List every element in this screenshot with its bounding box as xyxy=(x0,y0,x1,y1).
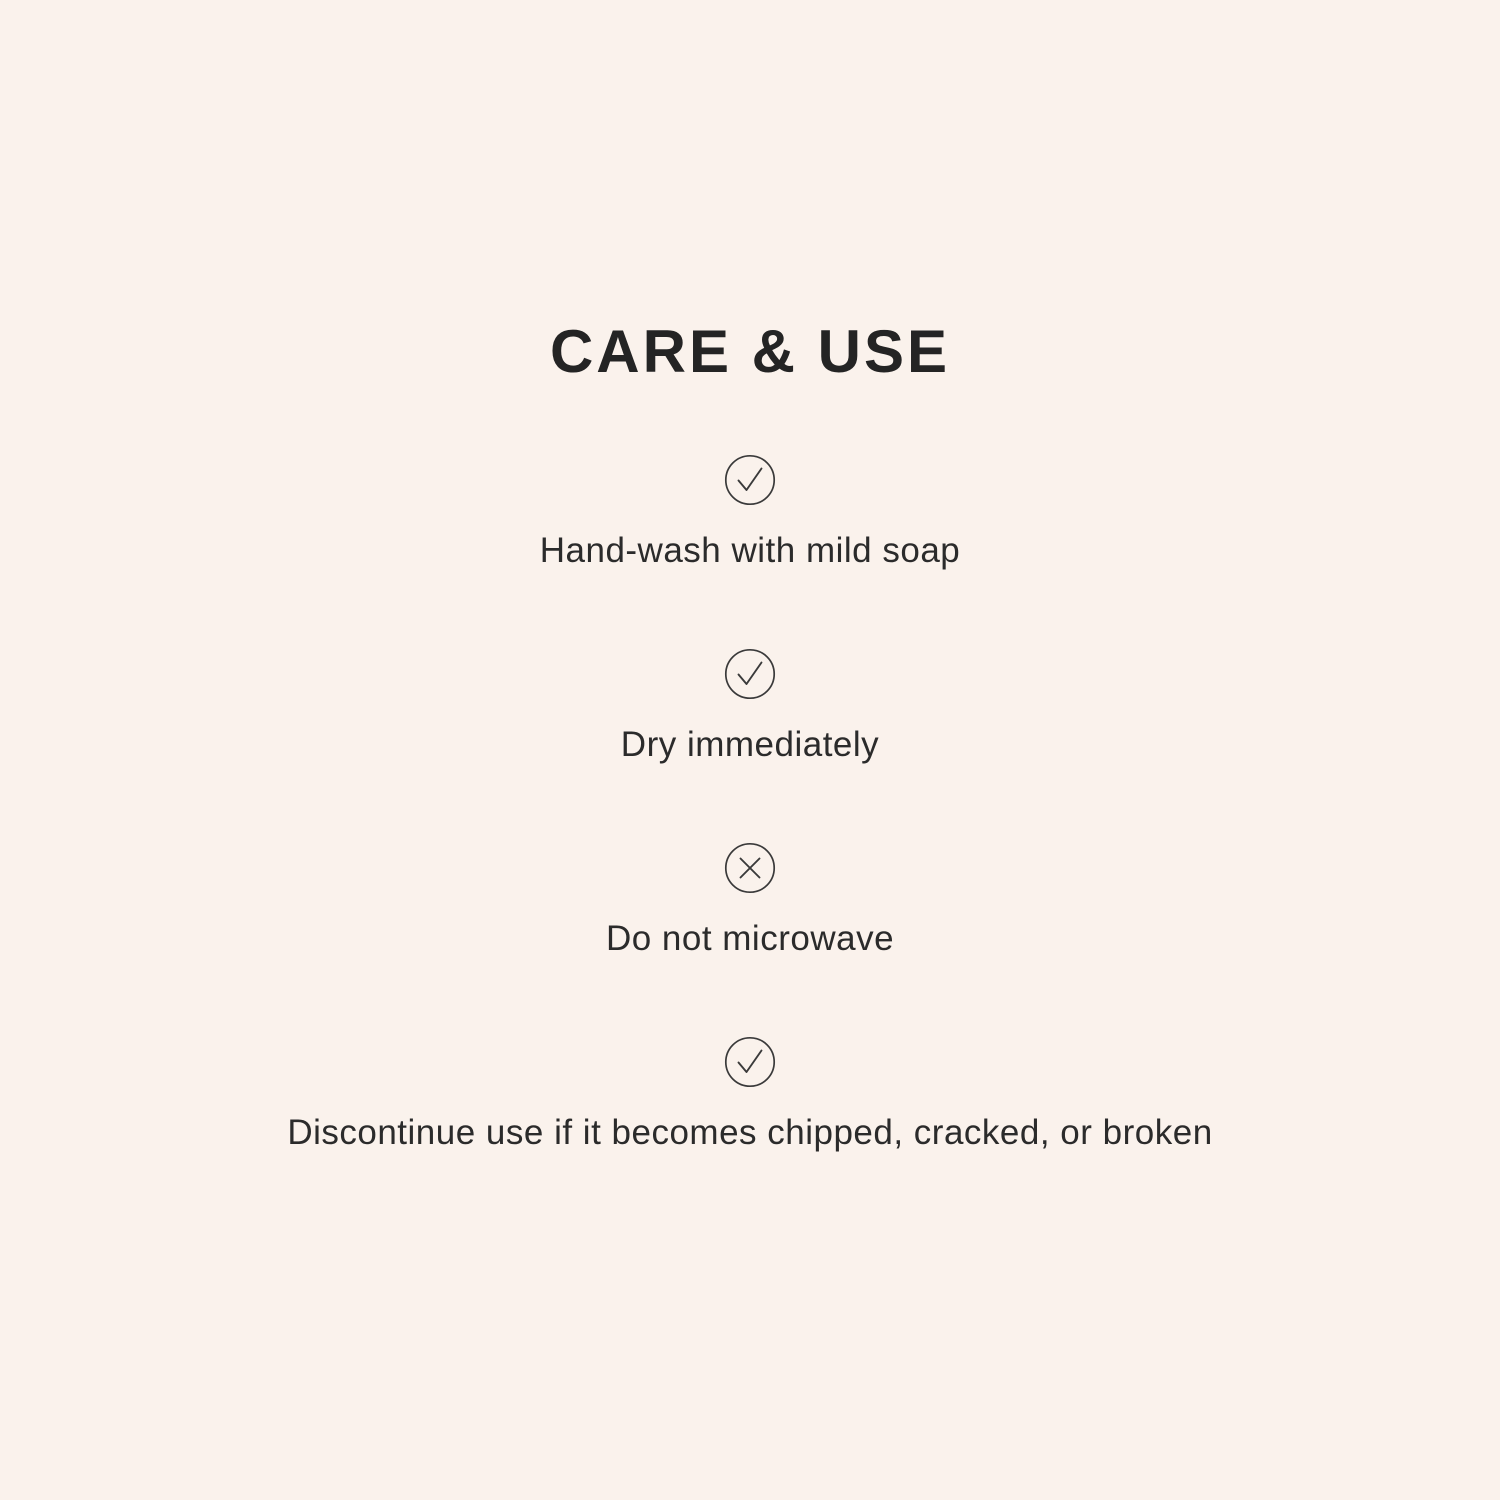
list-item xyxy=(287,1036,1212,1154)
check-circle-icon xyxy=(724,1036,776,1088)
page-title: CARE & USE xyxy=(549,318,951,385)
item-label: Discontinue use if it becomes chipped, cracked, or broken xyxy=(287,1113,1213,1152)
item-label: Do not microwave xyxy=(605,919,895,958)
list-item xyxy=(621,648,879,766)
care-instructions-list xyxy=(287,454,1212,1154)
list-item xyxy=(540,454,961,572)
check-circle-icon xyxy=(724,648,776,700)
x-circle-icon xyxy=(724,842,776,894)
item-label: Dry immediately xyxy=(620,725,880,764)
check-circle-icon xyxy=(724,454,776,506)
list-item xyxy=(606,842,894,960)
item-label: Hand-wash with mild soap xyxy=(539,531,961,570)
